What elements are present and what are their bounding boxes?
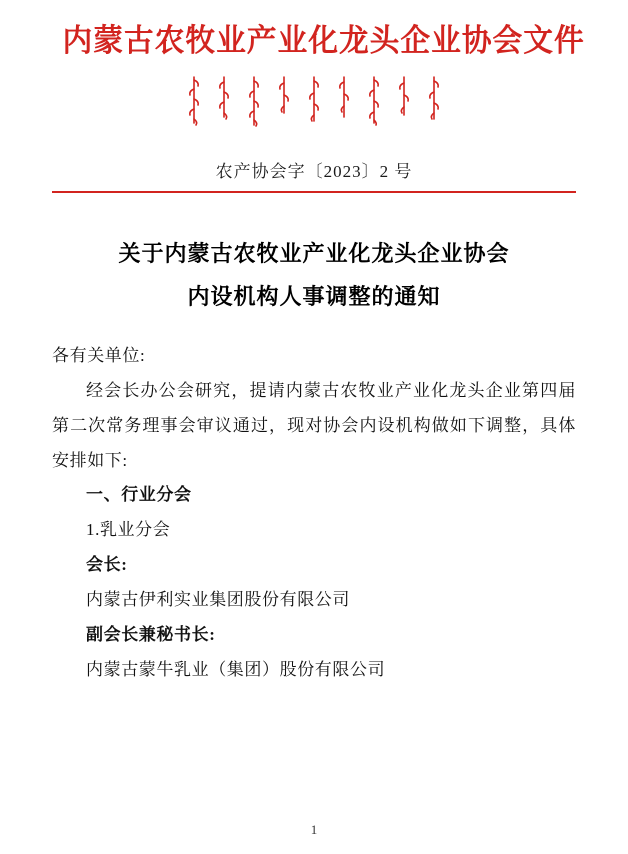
body-paragraph-1: 经会长办公会研究，提请内蒙古农牧业产业化龙头企业第四届第二次常务理事会审议通过，现对协会内设机构做如下调整，具体安排如下: (52, 380, 576, 470)
mongolian-glyph-icon (367, 73, 381, 129)
mongolian-glyph-icon (427, 73, 441, 129)
mongolian-glyph-icon (337, 73, 351, 129)
mongolian-glyph-icon (397, 73, 411, 129)
page-title (52, 233, 576, 319)
organization-vice-chairman: 内蒙古蒙牛乳业（集团）股份有限公司 (86, 659, 386, 679)
organization-chairman: 内蒙古伊利实业集团股份有限公司 (86, 589, 350, 609)
masthead (52, 0, 585, 131)
mongolian-word (277, 73, 292, 129)
list-item-1: 1.乳业分会 (86, 520, 171, 540)
red-divider-rule (52, 191, 576, 194)
mongolian-glyph-icon (247, 73, 261, 129)
salutation: 各有关单位: (52, 346, 146, 366)
mongolian-word (187, 73, 202, 129)
document-number: 农产协会字〔2023〕2 号 (215, 161, 413, 181)
mongolian-glyph-icon (277, 73, 291, 129)
mongolian-word (307, 73, 322, 129)
mongolian-script-header (52, 73, 576, 131)
page-title-line-2: 内设机构人事调整的通知 (187, 284, 441, 310)
masthead-title: 内蒙古农牧业产业化龙头企业协会文件 (62, 23, 585, 58)
mongolian-word (367, 73, 382, 129)
mongolian-glyph-icon (307, 73, 321, 129)
mongolian-word (397, 73, 412, 129)
mongolian-glyph-icon (217, 73, 231, 129)
mongolian-word (337, 73, 352, 129)
mongolian-word (427, 73, 442, 129)
section-heading-1: 一、行业分会 (86, 485, 192, 505)
document-number-block (52, 157, 576, 194)
role-label-vice-chairman: 副会长兼秘书长: (86, 624, 216, 644)
role-label-chairman: 会长: (86, 555, 128, 575)
page-number: 1 (310, 822, 318, 837)
mongolian-glyph-icon (187, 73, 201, 129)
mongolian-word (217, 73, 232, 129)
document-body (52, 339, 576, 687)
mongolian-word (247, 73, 262, 129)
page-title-line-1: 关于内蒙古农牧业产业化龙头企业协会 (118, 241, 510, 267)
